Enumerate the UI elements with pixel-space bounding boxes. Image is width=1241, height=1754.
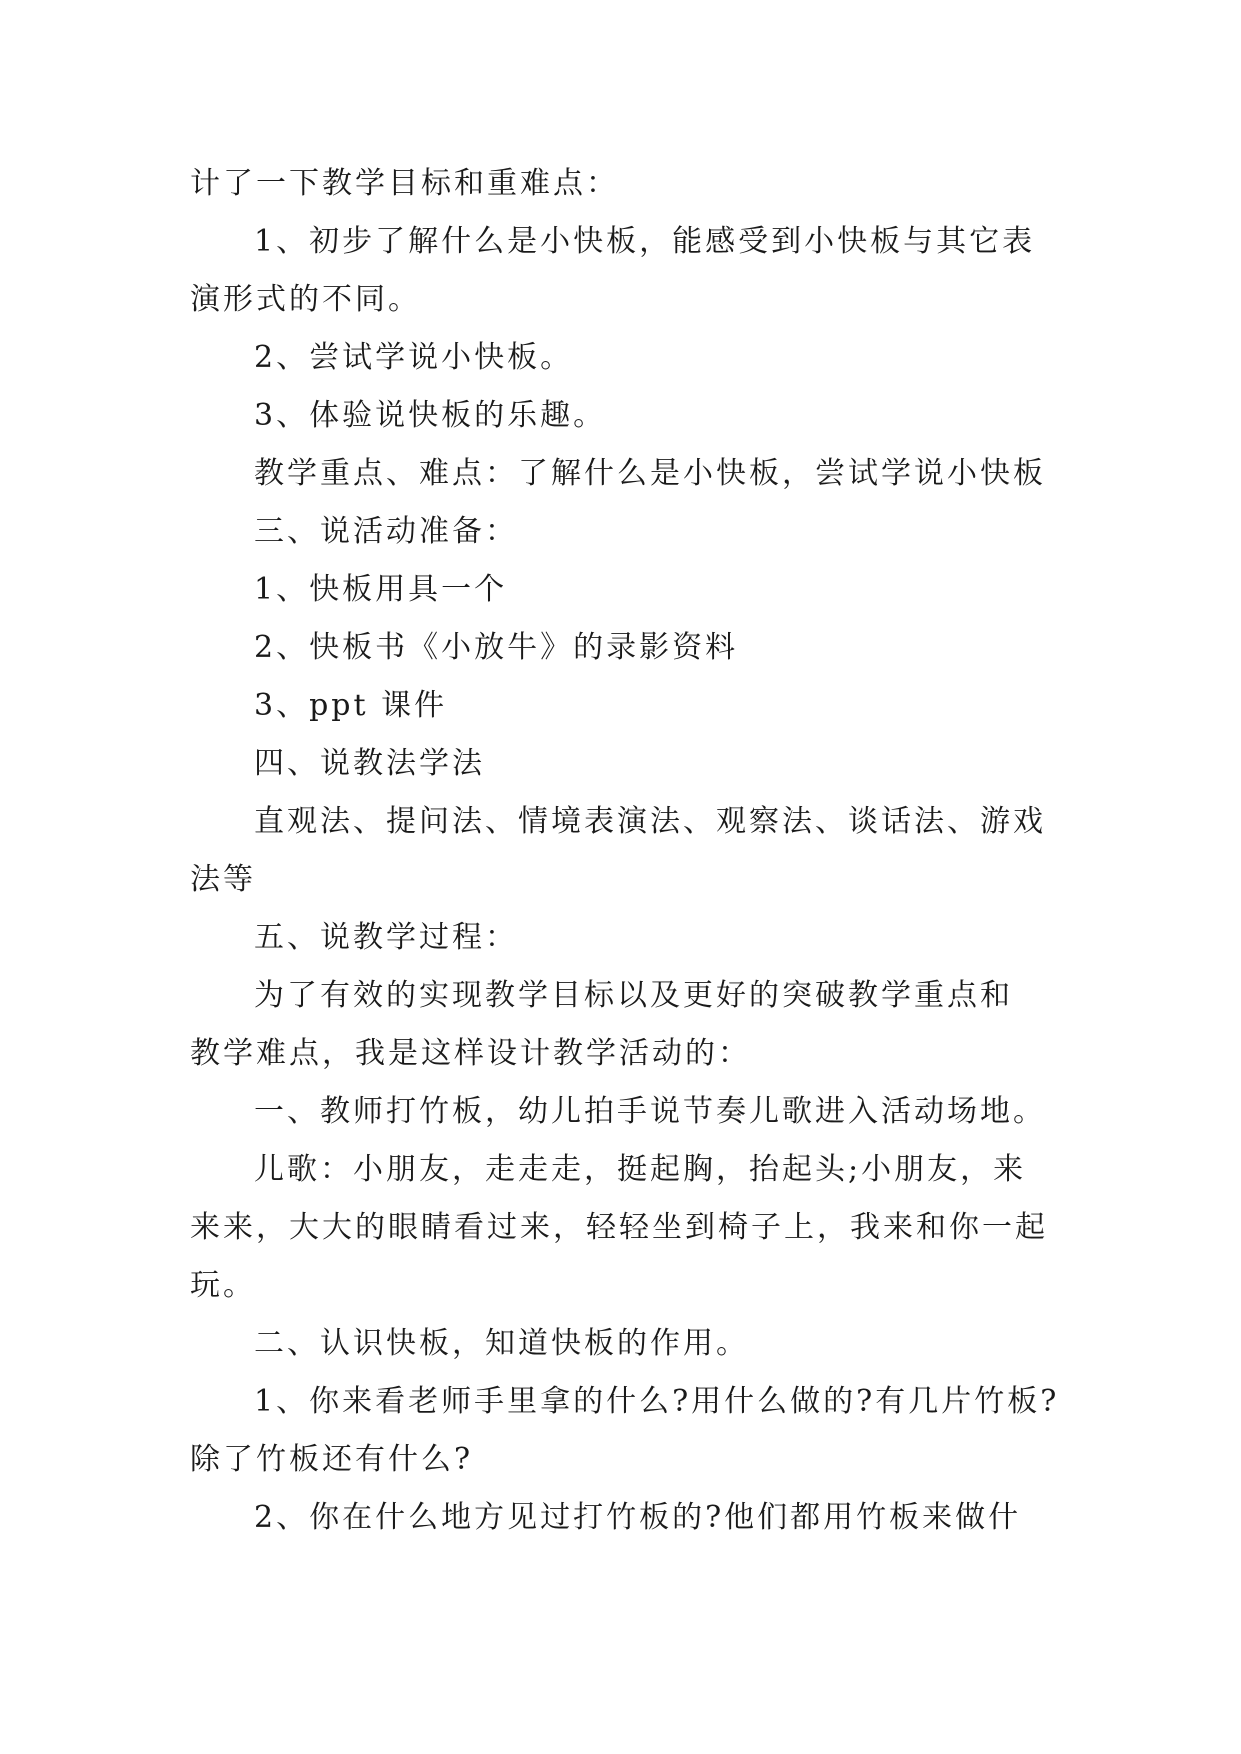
text-line: 1、初步了解什么是小快板，能感受到小快板与其它表 [254,224,1036,259]
text-line: 演形式的不同。 [190,282,421,317]
text-line: 教学难点，我是这样设计教学活动的： [190,1036,751,1071]
text-line: 1、快板用具一个 [254,572,508,607]
text-line: 儿歌：小朋友，走走走，挺起胸，抬起头;小朋友，来 [254,1152,1027,1187]
section-heading: 四、说教法学法 [254,746,485,781]
text-line: 直观法、提问法、情境表演法、观察法、谈话法、游戏 [254,804,1046,839]
text-line: 来来，大大的眼睛看过来，轻轻坐到椅子上，我来和你一起 [190,1210,1048,1245]
text-line: 3、ppt 课件 [254,688,448,723]
text-line: 法等 [190,862,256,897]
document-body [190,155,1070,1547]
text-line: 计了一下教学目标和重难点： [190,166,619,201]
text-line: 1、你来看老师手里拿的什么?用什么做的?有几片竹板? [254,1384,1060,1419]
section-heading: 三、说活动准备： [254,514,518,549]
text-line: 2、尝试学说小快板。 [254,340,574,375]
text-line: 教学重点、难点：了解什么是小快板，尝试学说小快板 [254,456,1046,491]
text-line: 玩。 [190,1268,256,1303]
text-line: 3、体验说快板的乐趣。 [254,398,607,433]
text-line: 除了竹板还有什么? [190,1442,474,1477]
text-line: 2、快板书《小放牛》的录影资料 [254,630,739,665]
section-heading: 五、说教学过程： [254,920,518,955]
text-line: 2、你在什么地方见过打竹板的?他们都用竹板来做什 [254,1500,1022,1535]
text-line: 一、教师打竹板，幼儿拍手说节奏儿歌进入活动场地。 [254,1094,1046,1129]
section-heading: 二、认识快板，知道快板的作用。 [254,1326,749,1361]
text-line: 为了有效的实现教学目标以及更好的突破教学重点和 [254,978,1013,1013]
